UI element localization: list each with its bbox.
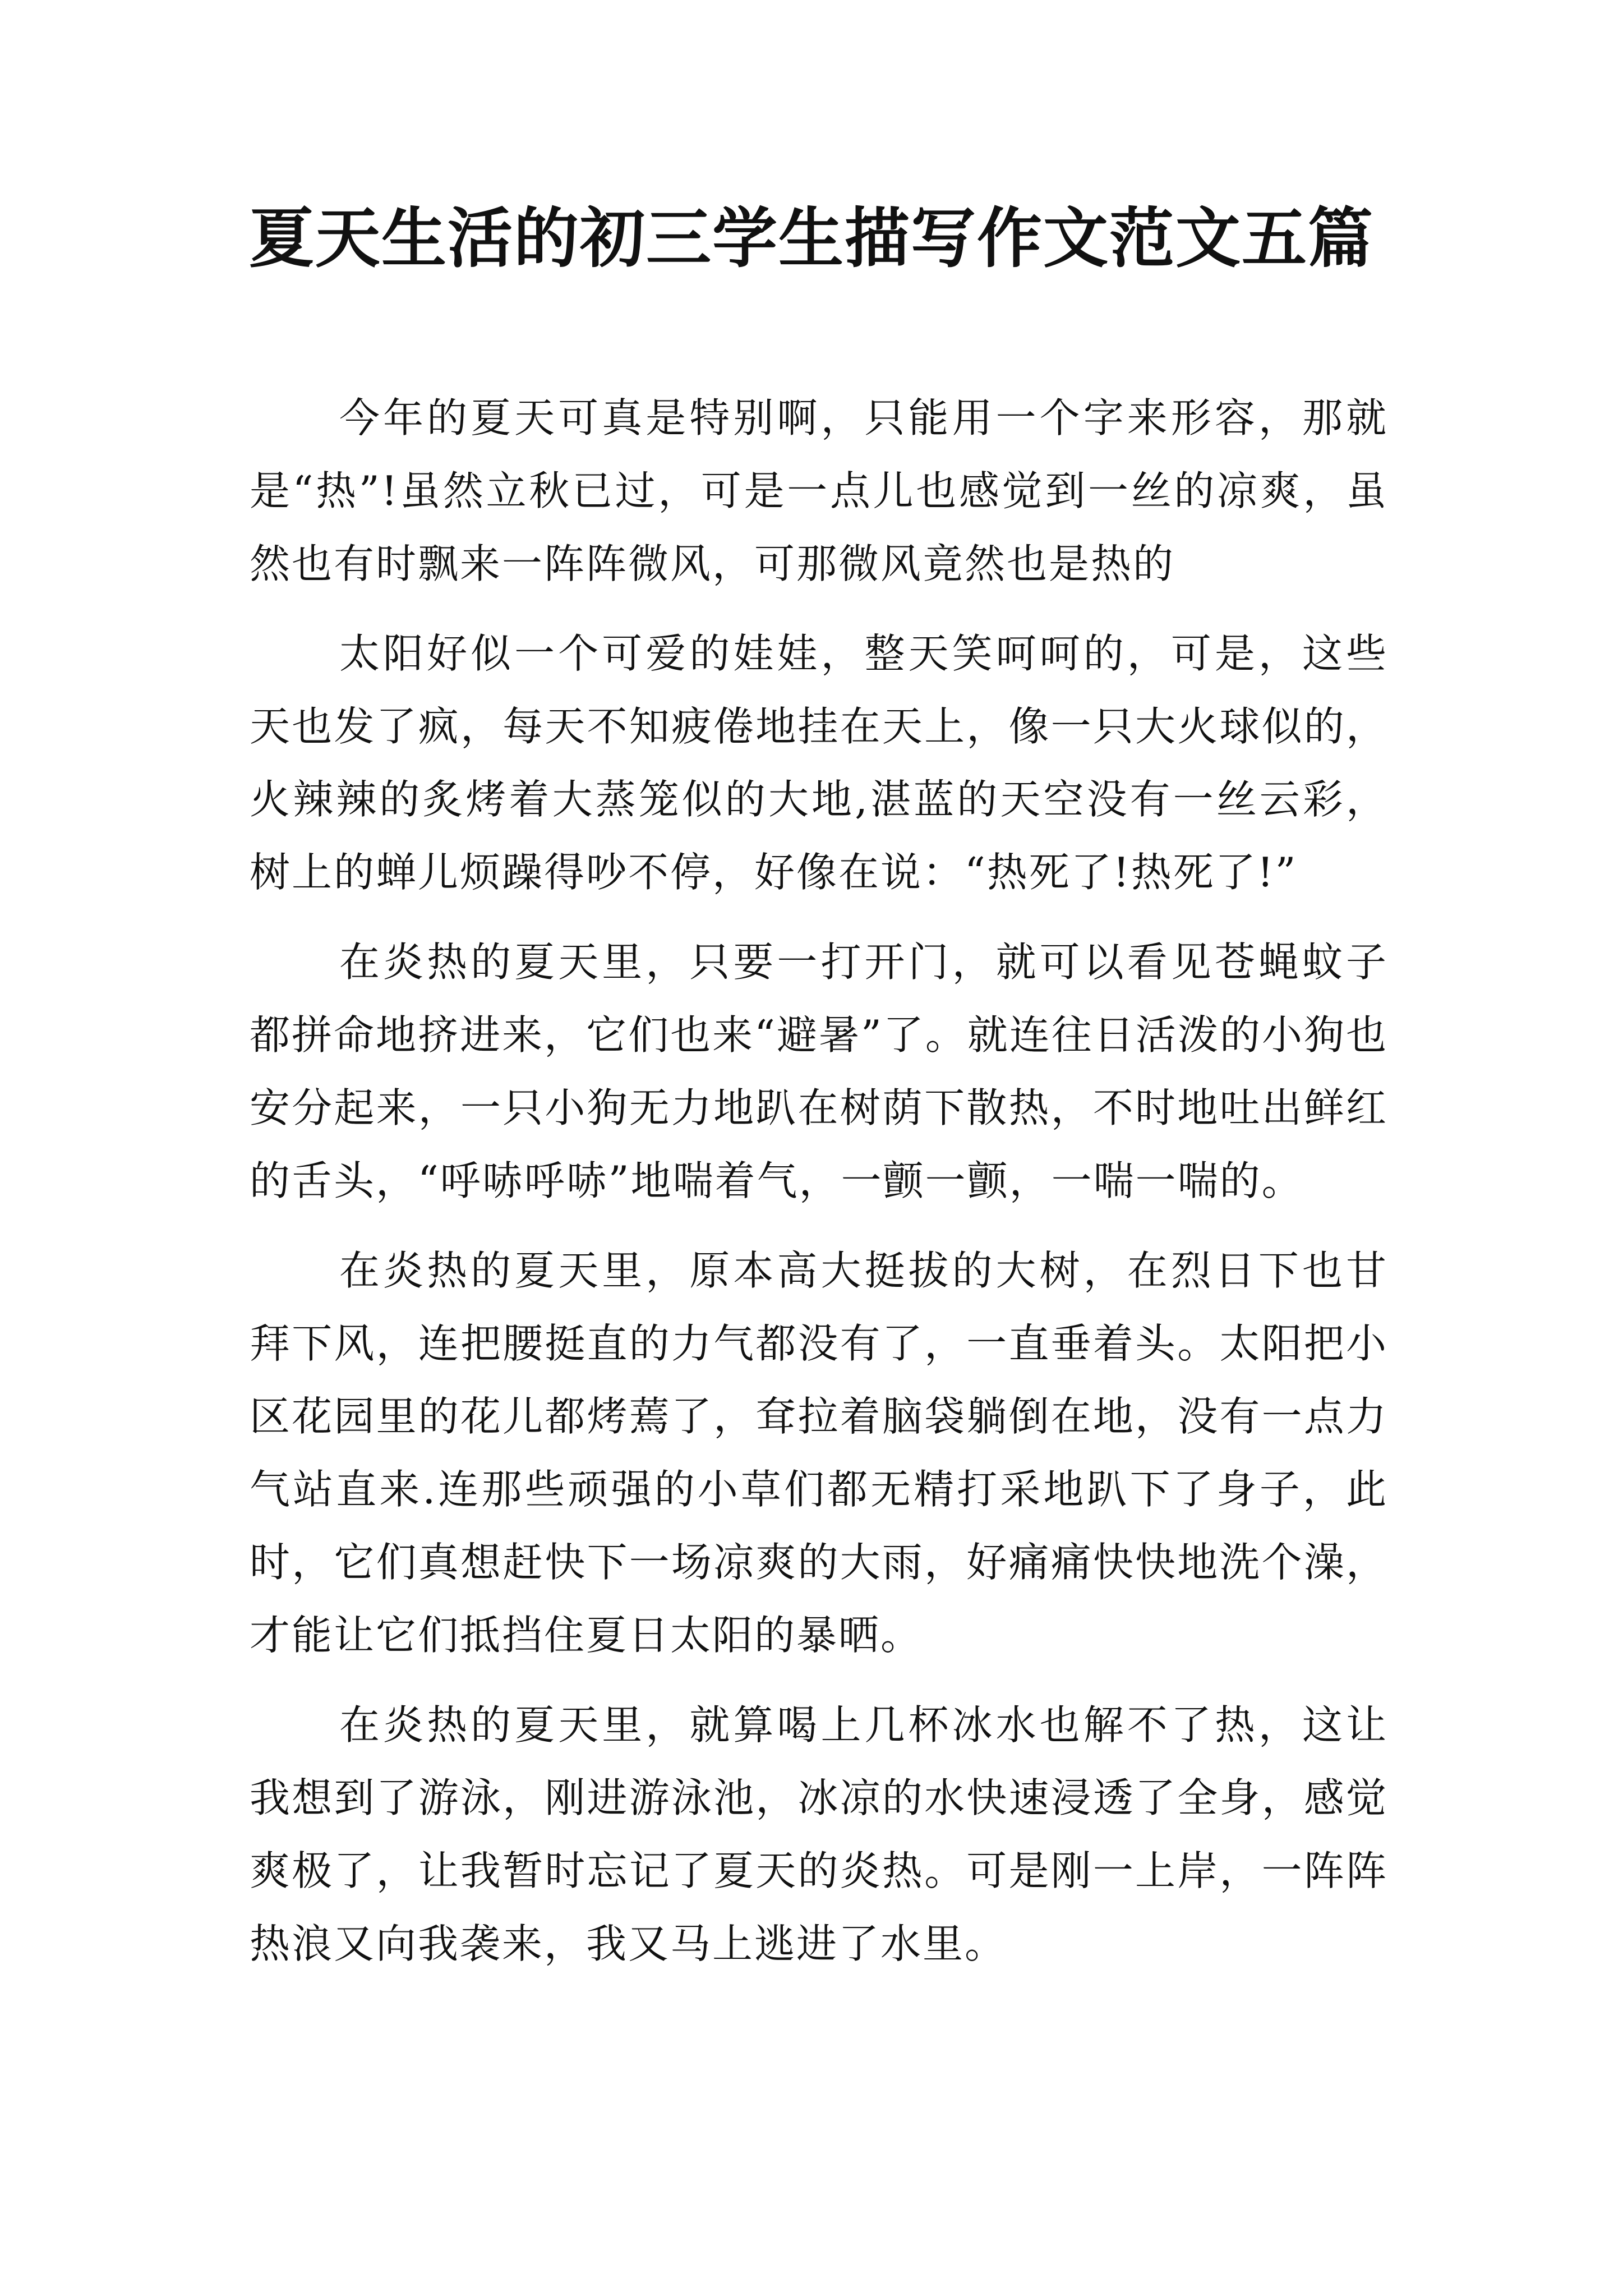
paragraph-4: 在炎热的夏天里，原本高大挺拔的大树，在烈日下也甘拜下风，连把腰挺直的力气都没有了，一直垂着头。太阳把小区花园里的花儿都烤蔫了，耷拉着脑袋躺倒在地，没有一点力气站直来.连那些顽强的小草们都无精打采地趴下了身子，此时，它们真想赶快下一场凉爽的大雨，好痛痛快快地洗个澡，才能让它们抵挡住夏日太阳的暴晒。 [250, 1247, 1388, 1659]
paragraph-3: 在炎热的夏天里，只要一打开门，就可以看见苍蝇蚊子都拼命地挤进来，它们也来“避暑”了。就连往日活泼的小狗也安分起来，一只小狗无力地趴在树荫下散热，不时地吐出鲜红的舌头，“呼哧呼哧”地喘着气，一颤一颤，一喘一喘的。 [250, 938, 1388, 1204]
document-title: 夏天生活的初三学生描写作文范文五篇 [249, 200, 1374, 277]
paragraph-2: 太阳好似一个可爱的娃娃，整天笑呵呵的，可是，这些天也发了疯，每天不知疲倦地挂在天上，像一只大火球似的，火辣辣的炙烤着大蒸笼似的大地,湛蓝的天空没有一丝云彩，树上的蝉儿烦躁得吵不停，好像在说：“热死了!热死了!” [250, 630, 1388, 896]
document-body [250, 381, 1388, 1980]
paragraph-5: 在炎热的夏天里，就算喝上几杯冰水也解不了热，这让我想到了游泳，刚进游泳池，冰凉的水快速浸透了全身，感觉爽极了，让我暂时忘记了夏天的炎热。可是刚一上岸，一阵阵热浪又向我袭来，我又马上逃进了水里。 [250, 1701, 1388, 1967]
paragraph-1: 今年的夏天可真是特别啊，只能用一个字来形容，那就是“热”!虽然立秋已过，可是一点儿也感觉到一丝的凉爽，虽然也有时飘来一阵阵微风，可那微风竟然也是热的 [250, 394, 1388, 587]
